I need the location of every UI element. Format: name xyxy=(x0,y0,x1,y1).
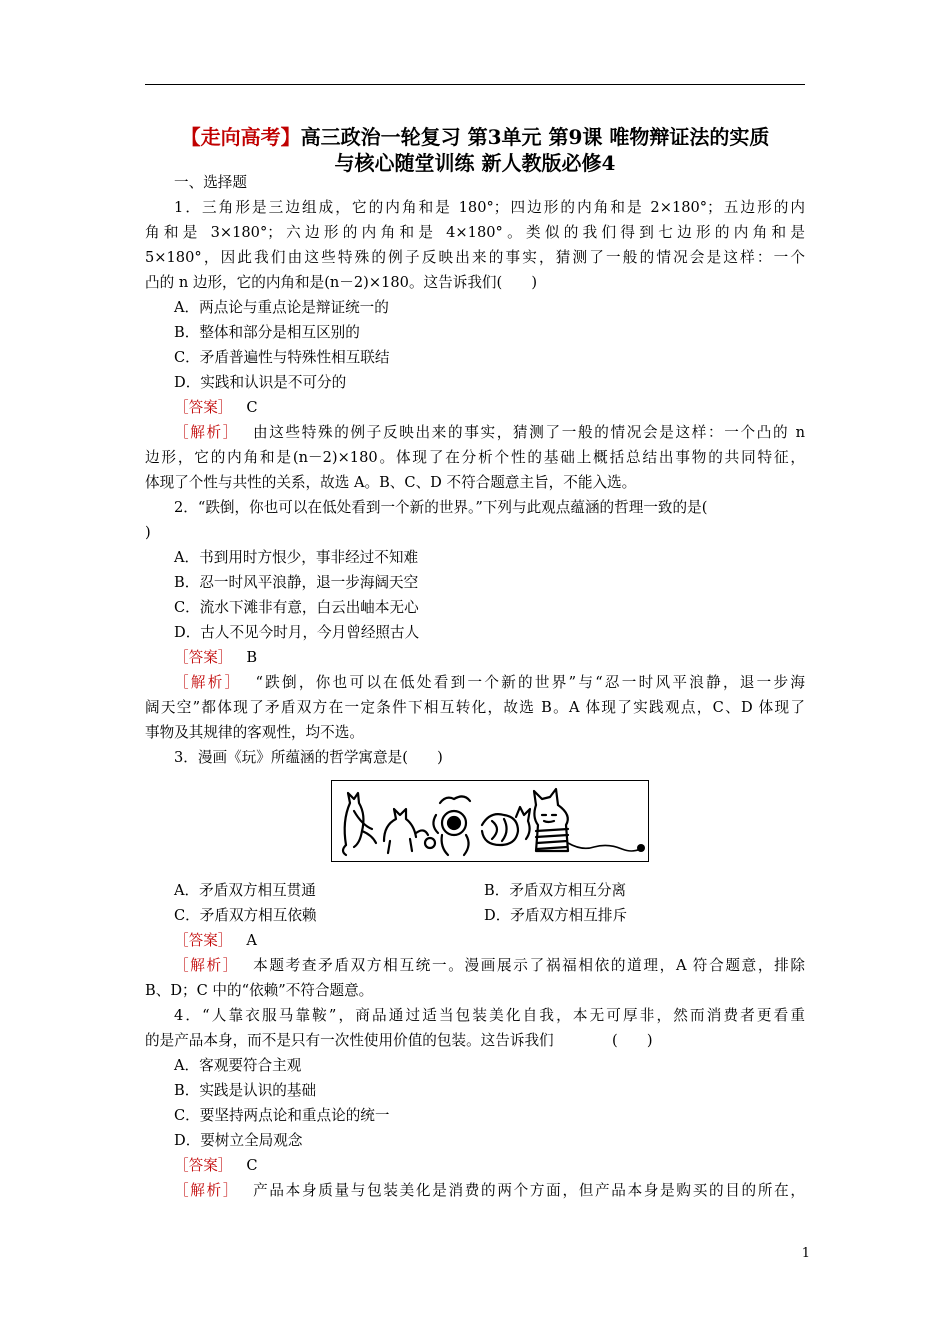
analysis-text: 由这些特殊的例子反映出来的事实，猜测了一般的情况会是这样：一个凸的 n xyxy=(253,424,805,441)
answer-value: C xyxy=(246,1157,258,1174)
title-line-2: 与核心随堂训练 新人教版必修4 xyxy=(334,151,616,175)
q2-analysis-line: 阔天空”都体现了矛盾双方在一定条件下相互转化，故选 B。A 体现了实践观点，C、D 体现了 xyxy=(145,699,805,716)
answer-value: A xyxy=(246,932,257,949)
page-title xyxy=(145,124,805,176)
q4-option: B．实践是认识的基础 xyxy=(174,1082,317,1099)
answer-tag: ［答案］ xyxy=(174,932,233,949)
q4-analysis xyxy=(145,1178,805,1203)
answer-value: C xyxy=(246,399,258,416)
q3-analysis xyxy=(145,953,805,978)
q2-analysis-line: 事物及其规律的客观性，均不选。 xyxy=(145,724,364,741)
analysis-tag: ［解析］ xyxy=(174,424,240,441)
q1-analysis xyxy=(145,420,805,445)
q3-answer xyxy=(145,928,805,953)
q3-analysis-line: B、D；C 中的“依赖”不符合题意。 xyxy=(145,982,374,999)
answer-tag: ［答案］ xyxy=(174,1157,233,1174)
q4-answer xyxy=(145,1153,805,1178)
q4-stem-line: 4．“人靠衣服马靠鞍”，商品通过适当包装美化自我，本无可厚非，然而消费者更看重 xyxy=(174,1007,805,1024)
q2-answer xyxy=(145,645,805,670)
q2-option: D．古人不见今时月，今月曾经照古人 xyxy=(174,624,420,641)
q2-analysis xyxy=(145,670,805,695)
answer-tag: ［答案］ xyxy=(174,399,233,416)
q4-option: D．要树立全局观念 xyxy=(174,1132,303,1149)
q2-stem-line: ) xyxy=(145,524,151,541)
q1-analysis-line: 体现了个性与共性的关系，故选 A。B、C、D 不符合题意主旨，不能入选。 xyxy=(145,474,637,491)
analysis-tag: ［解析］ xyxy=(174,1182,240,1199)
q1-analysis-line: 边形，它的内角和是(n－2)×180。体现了在分析个性的基础上概括总结出事物的共同特征， xyxy=(145,449,805,466)
analysis-tag: ［解析］ xyxy=(174,957,240,974)
analysis-text: 产品本身质量与包装美化是消费的两个方面，但产品本身是购买的目的所在， xyxy=(253,1182,805,1199)
q2-option: B．忍一时风平浪静，退一步海阔天空 xyxy=(174,574,419,591)
header-rule xyxy=(145,84,805,85)
q4-option: A．客观要符合主观 xyxy=(174,1057,302,1074)
q3-option: C．矛盾双方相互依赖 xyxy=(174,907,317,924)
q4-stem-line: 的是产品本身，而不是只有一次性使用价值的包装。这告诉我们 ( ) xyxy=(145,1032,653,1049)
q2-stem-line: 2．“跌倒，你也可以在低处看到一个新的世界。”下列与此观点蕴涵的哲理一致的是( xyxy=(174,499,708,516)
q4-option: C．要坚持两点论和重点论的统一 xyxy=(174,1107,390,1124)
q1-stem-line: 5×180°，因此我们由这些特殊的例子反映出来的事实，猜测了一般的情况会是这样：一个 xyxy=(145,249,805,266)
q1-answer xyxy=(145,395,805,420)
analysis-text: “跌倒，你也可以在低处看到一个新的世界”与“忍一时风平浪静，退一步海 xyxy=(255,674,805,691)
q3-stem: 3．漫画《玩》所蕴涵的哲学寓意是( ) xyxy=(174,749,443,766)
q1-stem-line: 凸的 n 边形，它的内角和是(n－2)×180。这告诉我们( ) xyxy=(145,274,538,291)
analysis-text: 本题考查矛盾双方相互统一。漫画展示了祸福相依的道理，A 符合题意，排除 xyxy=(253,957,805,974)
q1-stem-line: 1．三角形是三边组成，它的内角和是 180°；四边形的内角和是 2×180°；五边形的内 xyxy=(174,199,805,216)
q2-option: A．书到用时方恨少，事非经过不知难 xyxy=(174,549,419,566)
q3-option: D．矛盾双方相互排斥 xyxy=(484,907,628,924)
title-bracket-part: 【走向高考】 xyxy=(180,125,301,149)
q1-option: C．矛盾普遍性与特殊性相互联结 xyxy=(174,349,390,366)
q3-options-row xyxy=(145,878,805,903)
q2-option: C．流水下滩非有意，白云出岫本无心 xyxy=(174,599,419,616)
cartoon-drawing xyxy=(332,781,648,861)
answer-value: B xyxy=(246,649,258,666)
document-body xyxy=(145,170,805,1203)
q3-options-row xyxy=(145,903,805,928)
q3-option: B．矛盾双方相互分离 xyxy=(484,882,627,899)
q1-option: D．实践和认识是不可分的 xyxy=(174,374,347,391)
yarn-ball-icon xyxy=(637,844,645,852)
q1-option: A．两点论与重点论是辩证统一的 xyxy=(174,299,389,316)
q3-option: A．矛盾双方相互贯通 xyxy=(174,882,316,899)
title-main-part: 高三政治一轮复习 第3单元 第9课 唯物辩证法的实质 xyxy=(300,125,770,149)
analysis-tag: ［解析］ xyxy=(174,674,242,691)
section-heading: 一、选择题 xyxy=(174,174,247,191)
page-number: 1 xyxy=(801,1246,810,1261)
q1-option: B．整体和部分是相互区别的 xyxy=(174,324,360,341)
answer-tag: ［答案］ xyxy=(174,649,233,666)
q1-stem-line: 角和是 3×180°；六边形的内角和是 4×180°。类似的我们得到七边形的内角和是 xyxy=(145,224,805,241)
cartoon-figure xyxy=(145,770,805,878)
cartoon-image xyxy=(331,780,649,862)
